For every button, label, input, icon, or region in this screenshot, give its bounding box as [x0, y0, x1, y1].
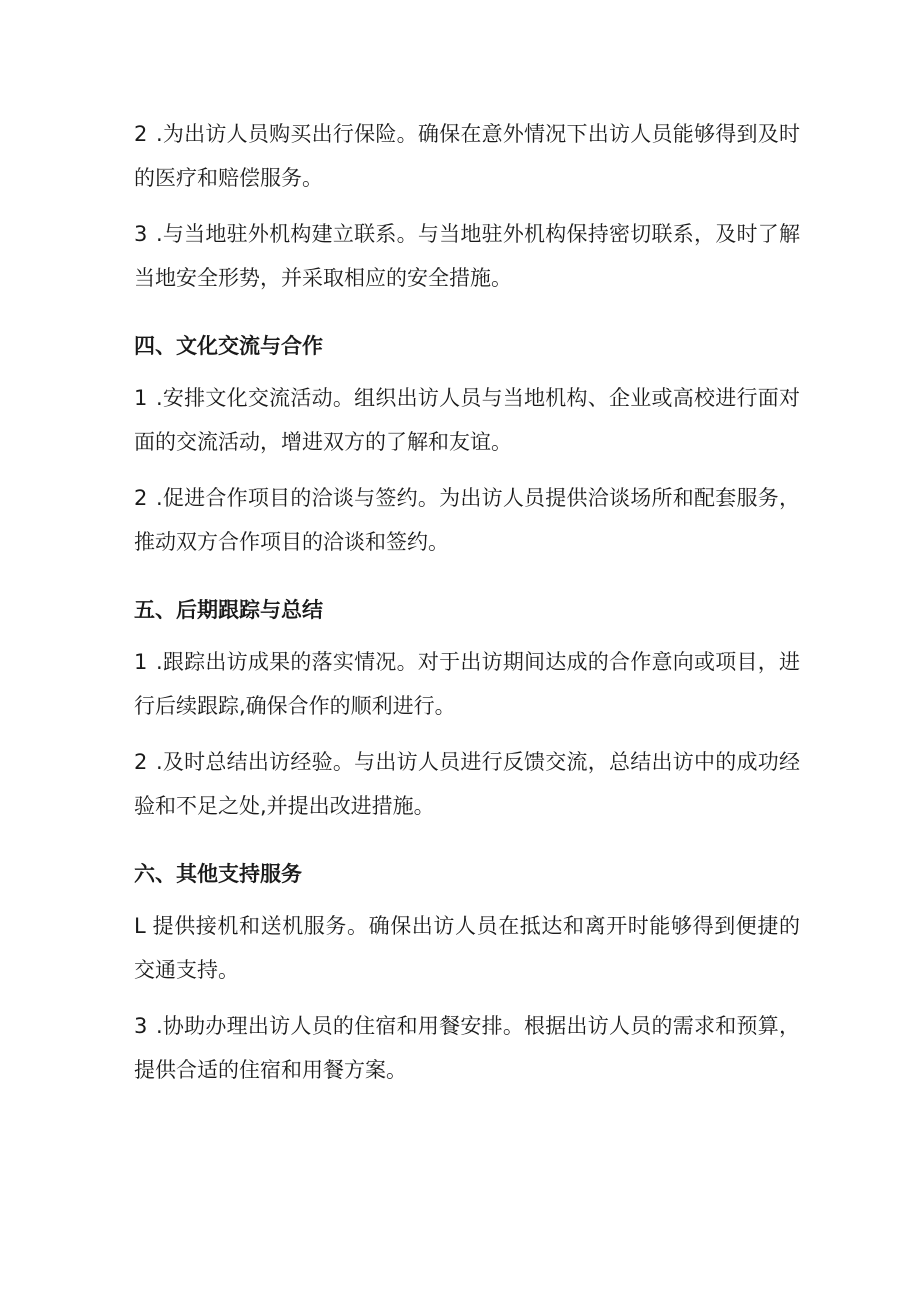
paragraph-text: .为出访人员购买出行保险。确保在意外情况下出访人员能够得到及时的医疗和赔偿服务。	[134, 122, 800, 190]
paragraph-cultural-activity	[134, 376, 800, 464]
item-number: 3	[134, 1014, 148, 1038]
item-number: L	[134, 914, 146, 938]
item-number: 1	[134, 650, 148, 674]
paragraph-text: .及时总结出访经验。与出访人员进行反馈交流，总结出访中的成功经验和不足之处,并提出改进措施。	[134, 750, 800, 818]
paragraph-local-contact	[134, 212, 800, 300]
paragraph-cooperation	[134, 476, 800, 564]
paragraph-text: 提供接机和送机服务。确保出访人员在抵达和离开时能够得到便捷的交通支持。	[134, 914, 800, 982]
item-number: 3	[134, 222, 148, 246]
section-heading-culture: 四、文化交流与合作	[134, 334, 323, 358]
paragraph-accommodation	[134, 1004, 800, 1092]
item-number: 2	[134, 122, 148, 146]
item-number: 2	[134, 750, 148, 774]
item-number: 1	[134, 386, 148, 410]
paragraph-summary	[134, 740, 800, 828]
paragraph-text: .与当地驻外机构建立联系。与当地驻外机构保持密切联系，及时了解当地安全形势，并采取相应的安全措施。	[134, 222, 800, 290]
paragraph-airport-transfer	[134, 904, 800, 992]
paragraph-text: .协助办理出访人员的住宿和用餐安排。根据出访人员的需求和预算，提供合适的住宿和用餐方案。	[134, 1014, 800, 1082]
paragraph-text: .促进合作项目的洽谈与签约。为出访人员提供洽谈场所和配套服务，推动双方合作项目的洽谈和签约。	[134, 486, 800, 554]
section-heading-support: 六、其他支持服务	[134, 862, 302, 886]
document-page	[134, 112, 800, 1104]
section-heading-followup: 五、后期跟踪与总结	[134, 598, 323, 622]
paragraph-text: .安排文化交流活动。组织出访人员与当地机构、企业或高校进行面对面的交流活动，增进双方的了解和友谊。	[134, 386, 800, 454]
paragraph-insurance	[134, 112, 800, 200]
item-number: 2	[134, 486, 148, 510]
paragraph-tracking	[134, 640, 800, 728]
paragraph-text: .跟踪出访成果的落实情况。对于出访期间达成的合作意向或项目，进行后续跟踪,确保合作的顺利进行。	[134, 650, 800, 718]
